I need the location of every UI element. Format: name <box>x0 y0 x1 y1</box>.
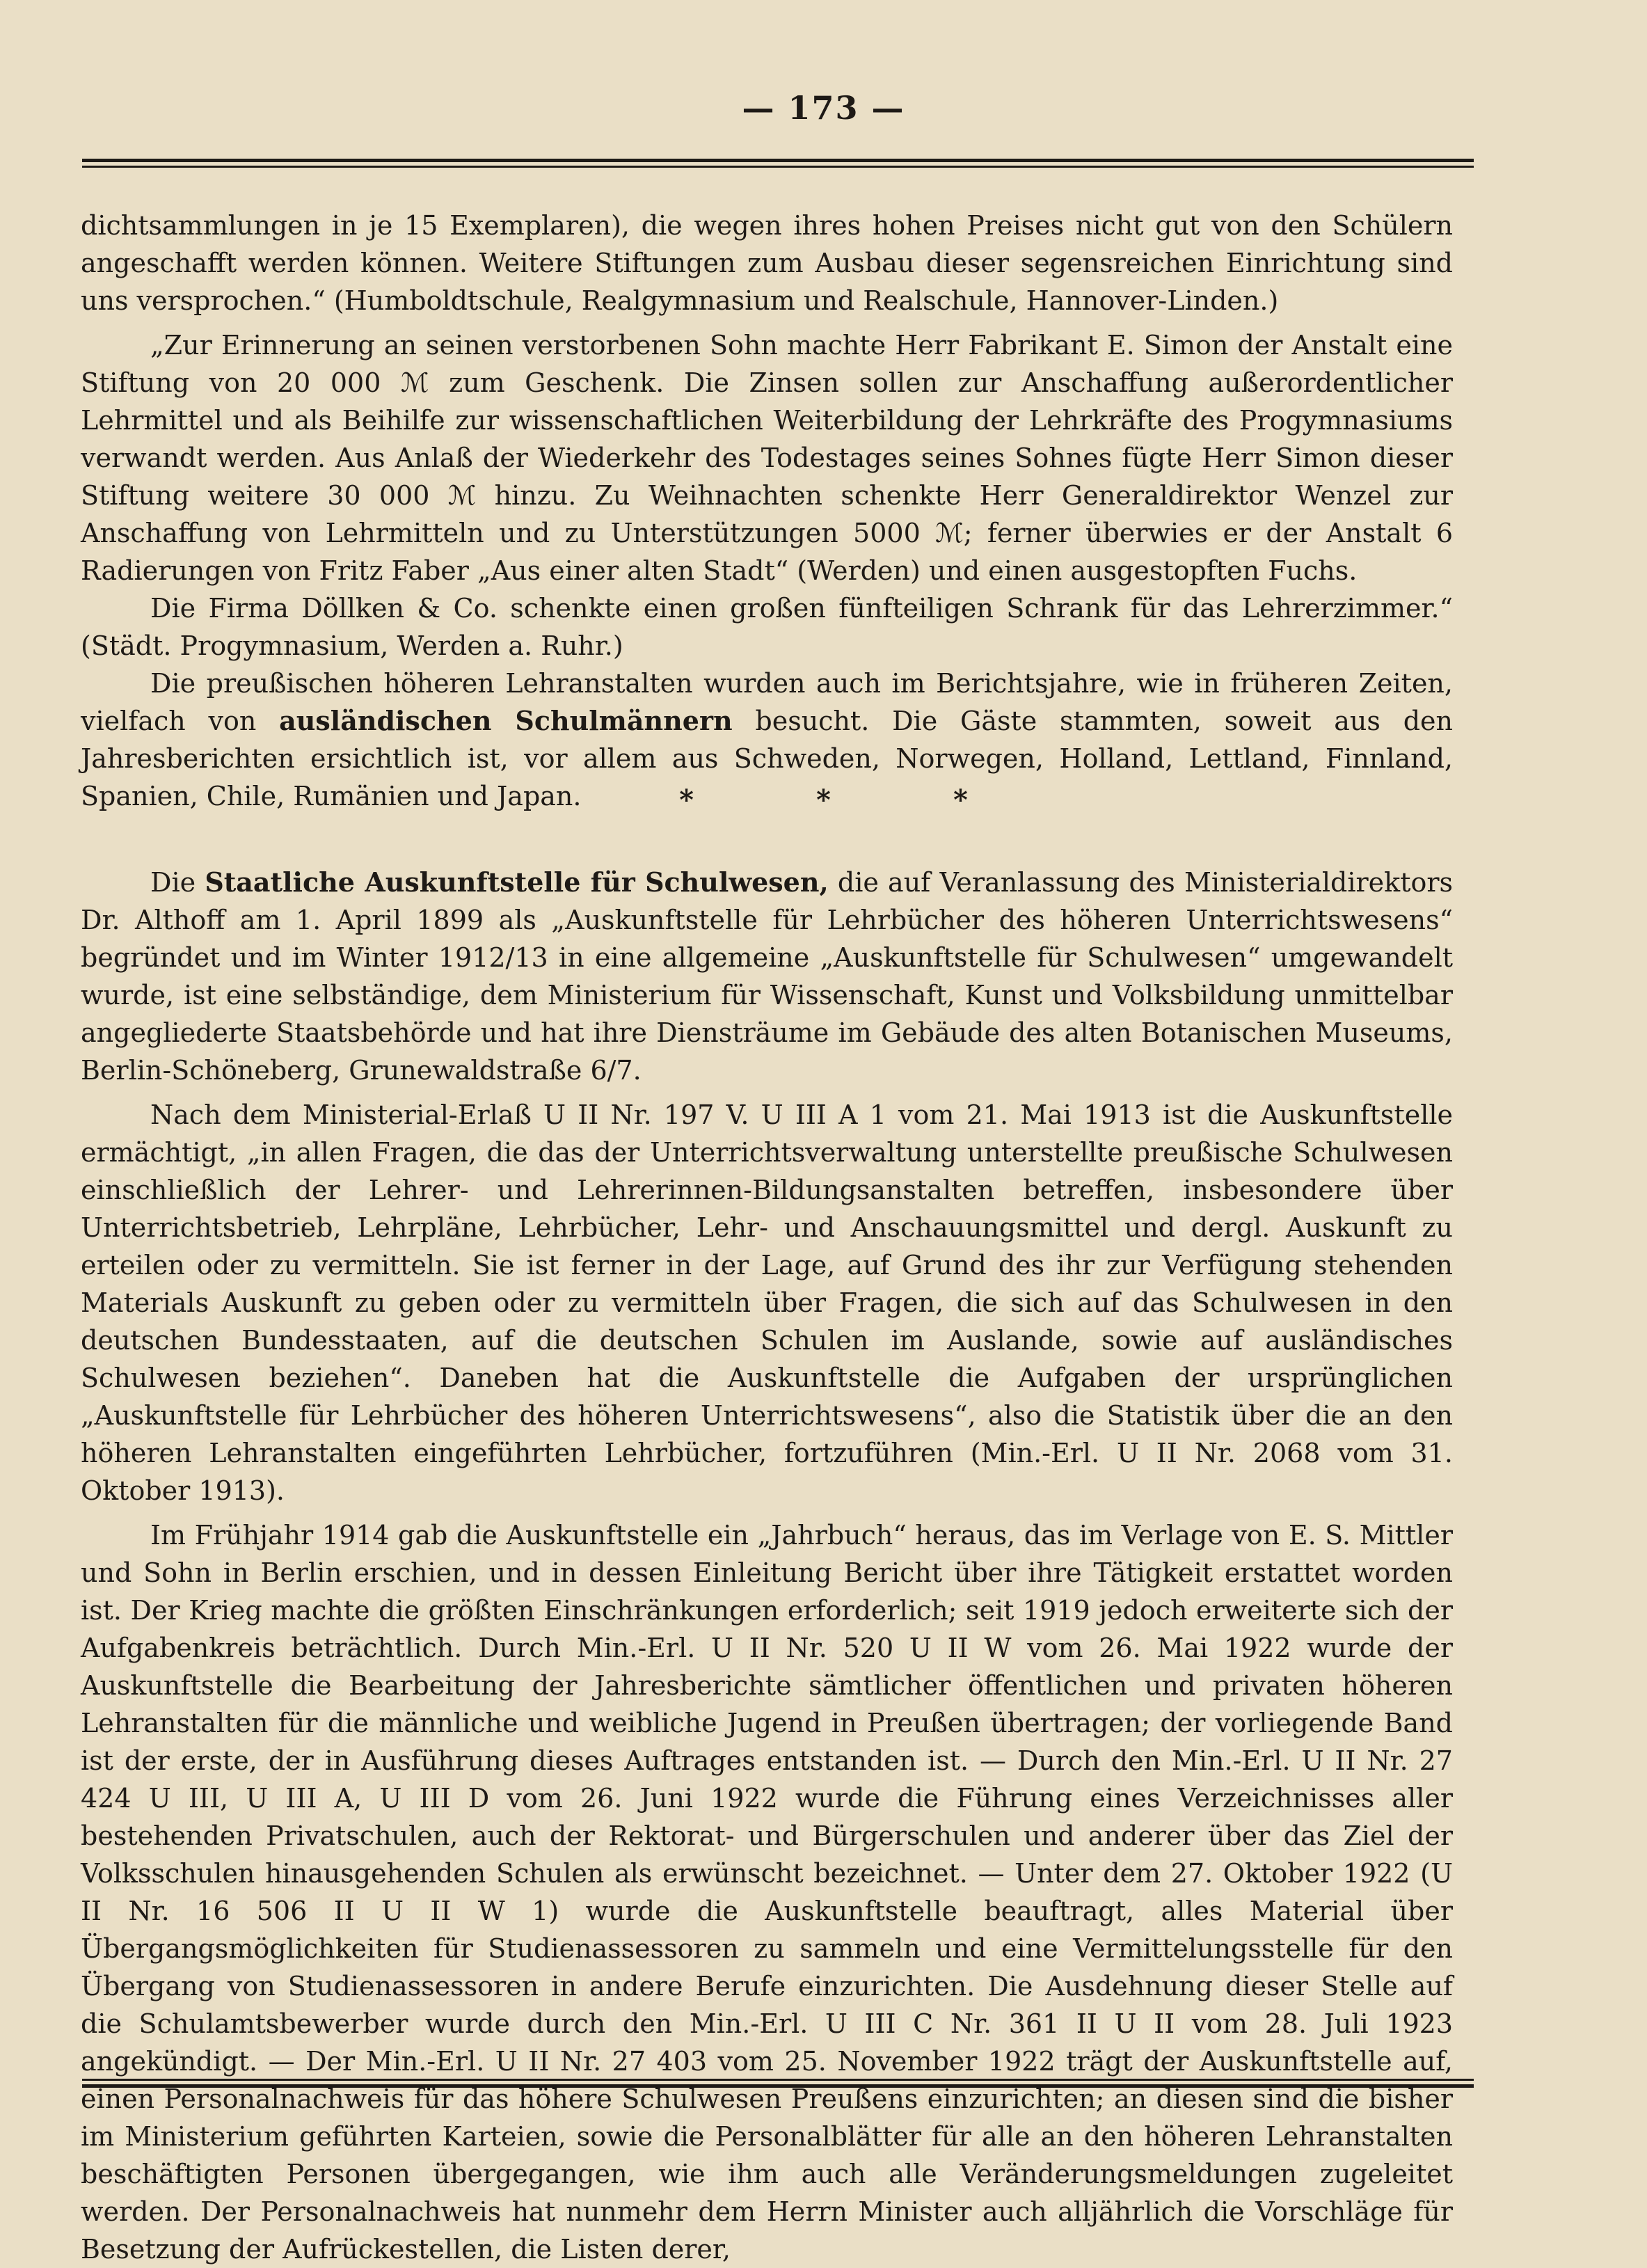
separator-star: * <box>679 784 694 816</box>
page-number: — 173 — <box>742 89 905 127</box>
text-span: Die preußischen höheren Lehranstalten wurden auch im Berichtsjahre, wie in früheren Zeiten, vielfach von <box>81 668 1453 736</box>
text-span: Die <box>150 867 205 898</box>
bold-phrase: ausländischen Schulmännern <box>279 705 733 736</box>
separator-star: * <box>816 784 831 816</box>
header-rule <box>82 159 1474 168</box>
paragraph-jahrbuch: Im Frühjahr 1914 gab die Auskunftstelle ein „Jahrbuch“ heraus, das im Verlage von E. S. Mittler und Sohn in Berlin erschien, und in dessen Einleitung Bericht über ihre Tätigkeit erstattet worden ist. Der Krieg machte die größten Einschränkungen erforderlich; seit 1919 jedoch erweiterte sich der Aufgabenkreis beträchtlich. Durch Min.-Erl. U II Nr. 520 U II W vom 26. Mai 1922 wurde der Auskunftstelle die Bearbeitung der Jahresberichte sämtlicher öffentlichen und privaten höheren Lehranstalten für die männliche und weibliche Jugend in Preußen übertragen; der vorliegende Band ist der erste, der in Ausführung dieses Auftrages entstanden ist. — Durch den Min.-Erl. U II Nr. 27 424 U III, U III A, U III D vom 26. Juni 1922 wurde die Führung eines Verzeichnisses aller bestehenden Privatschulen, auch der Rektorat- und Bürgerschulen und anderer über das Ziel der Volksschulen hinausgehenden Schulen als erwünscht bezeichnet. — Unter dem 27. Oktober 1922 (U II Nr. 16 506 II U II W 1) wurde die Auskunftstelle beauftragt, alles Material über Übergangsmöglichkeiten für Studienassessoren zu sammeln und eine Vermittelungsstelle für den Übergang von Studienassessoren in andere Berufe einzurichten. Die Ausdehnung dieser Stelle auf die Schulamtsbewerber wurde durch den Min.-Erl. U III C Nr. 361 II U II vom 28. Juli 1923 angekündigt. — Der Min.-Erl. U II Nr. 27 403 vom 25. November 1922 trägt der Auskunftstelle auf, einen Personalnachweis für das höhere Schulwesen Preußens einzurichten; an diesen sind die bisher im Ministerium geführten Karteien, sowie die Personalblätter für alle an den höheren Lehranstalten beschäftigten Personen übergegangen, wie ihm auch alle Veränderungsmeldungen zugeleitet werden. Der Personalnachweis hat nunmehr dem Herrn Minister auch alljährlich die Vorschläge für Besetzung der Aufrückestellen, die Listen derer, <box>81 1520 1453 2265</box>
paragraph-doellken-gift: Die Firma Döllken & Co. schenkte einen großen fünfteiligen Schrank für das Lehrerzimmer.“ (Städt. Progymnasium, Werden a. Ruhr.) <box>81 593 1453 661</box>
paragraph-continuation: dichtsammlungen in je 15 Exemplaren), die wegen ihres hohen Preises nicht gut von den Schülern angeschafft werden können. Weitere Stiftungen zum Ausbau dieser segensreichen Einrichtung sind uns versprochen.“ (Humboldtschule, Realgymnasium und Realschule, Hannover-Linden.) <box>81 210 1453 316</box>
text-span: die auf Veranlassung des Ministerialdirektors Dr. Althoff am 1. April 1899 als „Auskunftstelle für Lehrbücher des höheren Unterrichtswesens“ begründet und im Winter 1912/13 in eine allgemeine „Auskunftstelle für Schulwesen“ umgewandelt wurde, ist eine selbständige, dem Ministerium für Wissenschaft, Kunst und Volksbildung unmittelbar angegliederte Staatsbehörde und hat ihre Diensträume im Gebäude des alten Botanischen Museums, Berlin-Schöneberg, Grunewaldstraße 6/7. <box>81 867 1454 1086</box>
separator-star: * <box>953 784 968 816</box>
footer-rule <box>82 2079 1474 2088</box>
section-auskunftstelle <box>81 864 1453 2268</box>
section-foundations <box>81 207 1453 815</box>
paragraph-simon-endowment: „Zur Erinnerung an seinen verstorbenen Sohn machte Herr Fabrikant E. Simon der Anstalt eine Stiftung von 20 000 ℳ zum Geschenk. Die Zinsen sollen zur Anschaffung außerordentlicher Lehrmittel und als Beihilfe zur wissenschaftlichen Weiterbildung der Lehrkräfte des Progymnasiums verwandt werden. Aus Anlaß der Wiederkehr des Todestages seines Sohnes fügte Herr Simon dieser Stiftung weitere 30 000 ℳ hinzu. Zu Weihnachten schenkte Herr Generaldirektor Wenzel zur Anschaffung von Lehrmitteln und zu Unterstützungen 5000 ℳ; ferner überwies er der Anstalt 6 Radierungen von Fritz Faber „Aus einer alten Stadt“ (Werden) und einen ausgestopften Fuchs. <box>81 330 1453 586</box>
paragraph-ministerial-decree: Nach dem Ministerial-Erlaß U II Nr. 197 V. U III A 1 vom 21. Mai 1913 ist die Auskunftstelle ermächtigt, „in allen Fragen, die das der Unterrichtsverwaltung unterstellte preußische Schulwesen einschließlich der Lehrer- und Lehrerinnen-Bildungsanstalten betreffen, insbesondere über Unterrichtsbetrieb, Lehrpläne, Lehrbücher, Lehr- und Anschauungsmittel und dergl. Auskunft zu erteilen oder zu vermitteln. Sie ist ferner in der Lage, auf Grund des ihr zur Verfügung stehenden Materials Auskunft zu geben oder zu vermitteln über Fragen, die sich auf das Schulwesen in den deutschen Bundesstaaten, auf die deutschen Schulen im Auslande, sowie auf ausländisches Schulwesen beziehen“. Daneben hat die Auskunftstelle die Aufgaben der ursprünglichen „Auskunftstelle für Lehrbücher des höheren Unterrichtswesens“, also die Statistik über die an den höheren Lehranstalten eingeführten Lehrbücher, fortzuführen (Min.-Erl. U II Nr. 2068 vom 31. Oktober 1913). <box>81 1100 1453 1506</box>
paragraph-auskunftstelle-intro <box>81 864 1453 1089</box>
section-separator <box>0 784 1647 816</box>
bold-phrase: Staatliche Auskunftstelle für Schulwesen, <box>205 866 829 898</box>
text-span: besucht. Die Gäste stammten, soweit aus den Jahresberichten ersichtlich ist, vor allem aus Schweden, Norwegen, Holland, Lettland, Finnland, Spanien, Chile, Rumänien und Japan. <box>81 706 1453 811</box>
